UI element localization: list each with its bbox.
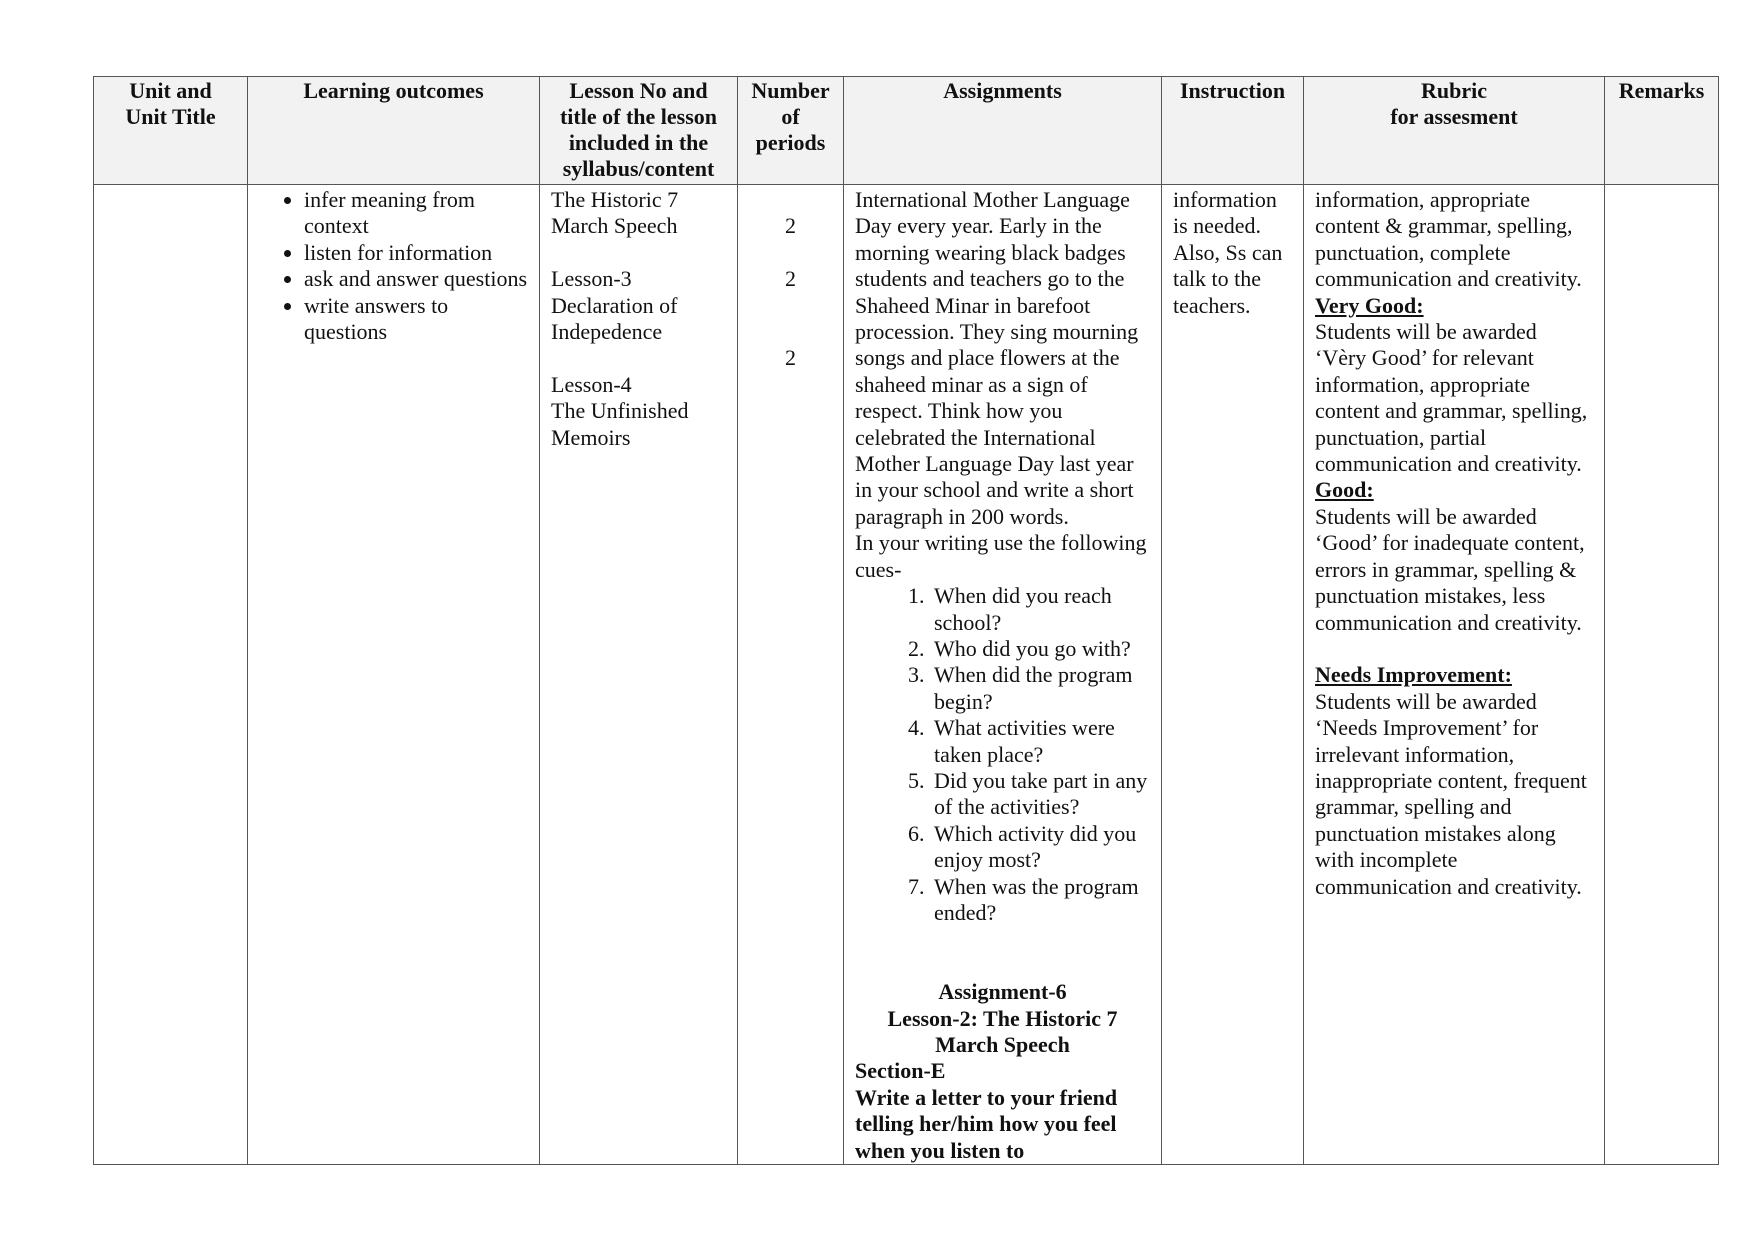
rubric-good-text: Students will be awarded ‘Good’ for inadequate content, errors in grammar, spelling & punctuation mistakes, less communication and creativity. <box>1315 503 1585 635</box>
period-value: 2 <box>785 213 796 239</box>
list-item: 4. What activities were taken place? <box>930 715 1150 768</box>
list-item: 3. When did the program begin? <box>930 662 1150 715</box>
cell-instruction: information is needed. Also, Ss can talk to the teachers. <box>1162 185 1304 1165</box>
cell-remarks <box>1605 185 1719 1165</box>
table-row <box>94 185 1719 1165</box>
assignment-6-title: Assignment-6 <box>938 979 1067 1005</box>
period-value: 2 <box>785 345 796 371</box>
header-periods: Number of periods <box>738 77 844 185</box>
header-assignments: Assignments <box>844 77 1162 185</box>
assignment-6-lesson: Lesson-2: The Historic 7 March Speech <box>887 1005 1118 1057</box>
cell-learning-outcomes <box>248 185 540 1165</box>
list-item: 1. When did you reach school? <box>930 583 1150 636</box>
header-learning-outcomes: Learning outcomes <box>248 77 540 185</box>
lesson-plan-table <box>93 76 1719 1165</box>
rubric-intro: information, appropriate content & grammar, spelling, punctuation, complete communication and creativity. <box>1315 187 1582 292</box>
cell-lessons <box>540 185 738 1165</box>
cell-periods <box>738 185 844 1165</box>
header-lesson: Lesson No and title of the lesson included in the syllabus/content <box>540 77 738 185</box>
assignment-6-section: Section-E <box>855 1058 946 1084</box>
assignment-6-block <box>855 979 1150 1164</box>
header-row <box>94 77 1719 185</box>
header-rubric: Rubric for assesment <box>1304 77 1605 185</box>
list-item: • infer meaning from context <box>304 187 528 240</box>
list-item: • write answers to questions <box>304 293 528 346</box>
cues-list <box>855 583 1150 926</box>
assignment-6-task: Write a letter to your friend telling her/him how you feel when you listen to <box>855 1084 1118 1163</box>
list-item: • listen for information <box>304 240 528 266</box>
rubric-needs-improvement-label: Needs Improvement: <box>1315 662 1512 688</box>
header-remarks: Remarks <box>1605 77 1719 185</box>
lesson-item: Lesson-4 The Unfinished Memoirs <box>551 371 689 450</box>
header-instruction: Instruction <box>1162 77 1304 185</box>
cell-assignments <box>844 185 1162 1165</box>
cell-unit <box>94 185 248 1165</box>
list-item: 7. When was the program ended? <box>930 874 1150 927</box>
rubric-needs-improvement-text: Students will be awarded ‘Needs Improvement’ for irrelevant information, inappropriate content, frequent grammar, spelling and punctuation mistakes along with incomplete communication and creativity. <box>1315 688 1587 899</box>
list-item: 2. Who did you go with? <box>930 636 1150 662</box>
assignment-intro: International Mother Language Day every year. Early in the morning wearing black badges students and teachers go to the Shaheed Minar in barefoot procession. They sing mourning songs and place flowers at the shaheed minar as a sign of respect. Think how you celebrated the International Mother Language Day last year in your school and write a short paragraph in 200 words. <box>855 187 1139 529</box>
assignment-cue-intro: In your writing use the following cues- <box>855 530 1147 582</box>
header-unit: Unit and Unit Title <box>94 77 248 185</box>
outcomes-list <box>252 187 528 345</box>
lesson-item: The Historic 7 March Speech <box>551 187 679 239</box>
list-item: 5. Did you take part in any of the activities? <box>930 768 1150 821</box>
rubric-good-label: Good: <box>1315 477 1374 503</box>
cell-rubric <box>1304 185 1605 1165</box>
rubric-very-good-text: Students will be awarded ‘Vèry Good’ for relevant information, appropriate content and grammar, spelling, punctuation, partial communication and creativity. <box>1315 319 1588 477</box>
rubric-very-good-label: Very Good: <box>1315 292 1424 318</box>
list-item: • ask and answer questions <box>304 266 528 292</box>
period-value: 2 <box>785 266 796 292</box>
lesson-item: Lesson-3 Declaration of Indepedence <box>551 266 678 345</box>
list-item: 6. Which activity did you enjoy most? <box>930 821 1150 874</box>
